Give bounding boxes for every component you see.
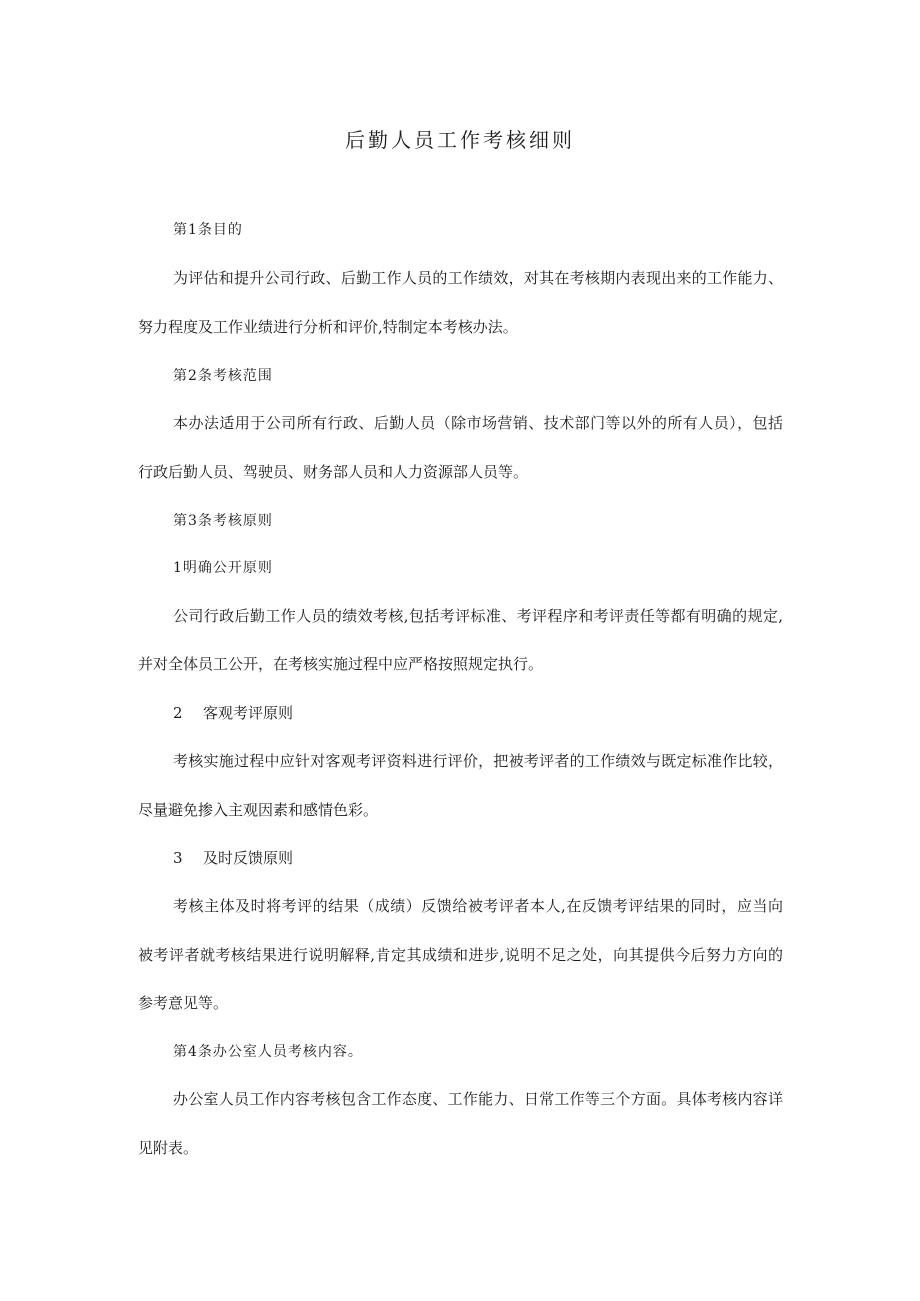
article-4-paragraph-line-1: 办公室人员工作内容考核包含工作态度、工作能力、日常工作等三个方面。具体考核内容详 <box>173 1090 783 1108</box>
principle-2-heading: 客观考评原则 <box>203 704 294 722</box>
article-2-paragraph-line-2: 行政后勤人员、驾驶员、财务部人员和人力资源部人员等。 <box>138 463 529 481</box>
principle-1-paragraph-line-2: 并对全体员工公开，在考核实施过程中应严格按照规定执行。 <box>138 655 544 673</box>
principle-1-heading: 1明确公开原则 <box>173 560 273 576</box>
article-2-paragraph-line-1: 本办法适用于公司所有行政、后勤人员（除市场营销、技术部门等以外的所有人员），包括 <box>173 414 783 432</box>
principle-3-heading-row <box>173 846 293 870</box>
principle-3-heading: 及时反馈原则 <box>203 849 294 867</box>
principle-1-paragraph-line-1: 公司行政后勤工作人员的绩效考核,包括考评标准、考评程序和考评责任等都有明确的规定, <box>173 607 783 625</box>
article-3-heading: 第3条考核原则 <box>173 513 273 529</box>
principle-3-paragraph-line-1: 考核主体及时将考评的结果（成绩）反馈给被考评者本人,在反馈考评结果的同时，应当向 <box>173 897 783 915</box>
article-1-paragraph-line-1: 为评估和提升公司行政、后勤工作人员的工作绩效，对其在考核期内表现出来的工作能力、 <box>173 269 783 287</box>
principle-3-paragraph-line-2: 被考评者就考核结果进行说明解释,肯定其成绩和进步,说明不足之处，向其提供今后努力方向的 <box>138 946 783 964</box>
principle-3-number: 3 <box>173 849 183 867</box>
principle-2-paragraph-line-1: 考核实施过程中应针对客观考评资料进行评价，把被考评者的工作绩效与既定标准作比较， <box>173 752 783 770</box>
article-4-paragraph-line-2: 见附表。 <box>138 1139 199 1157</box>
article-4-heading: 第4条办公室人员考核内容。 <box>173 1044 363 1060</box>
principle-2-paragraph-line-2: 尽量避免掺入主观因素和感情色彩。 <box>138 801 379 819</box>
article-1-paragraph-line-2: 努力程度及工作业绩进行分析和评价,特制定本考核办法。 <box>138 318 518 336</box>
principle-2-number: 2 <box>173 704 183 722</box>
article-1-heading: 第1条目的 <box>173 222 243 238</box>
principle-2-heading-row <box>173 701 293 725</box>
document-title: 后勤人员工作考核细则 <box>345 128 575 152</box>
article-2-heading: 第2条考核范围 <box>173 368 273 384</box>
principle-3-paragraph-line-3: 参考意见等。 <box>138 994 229 1012</box>
